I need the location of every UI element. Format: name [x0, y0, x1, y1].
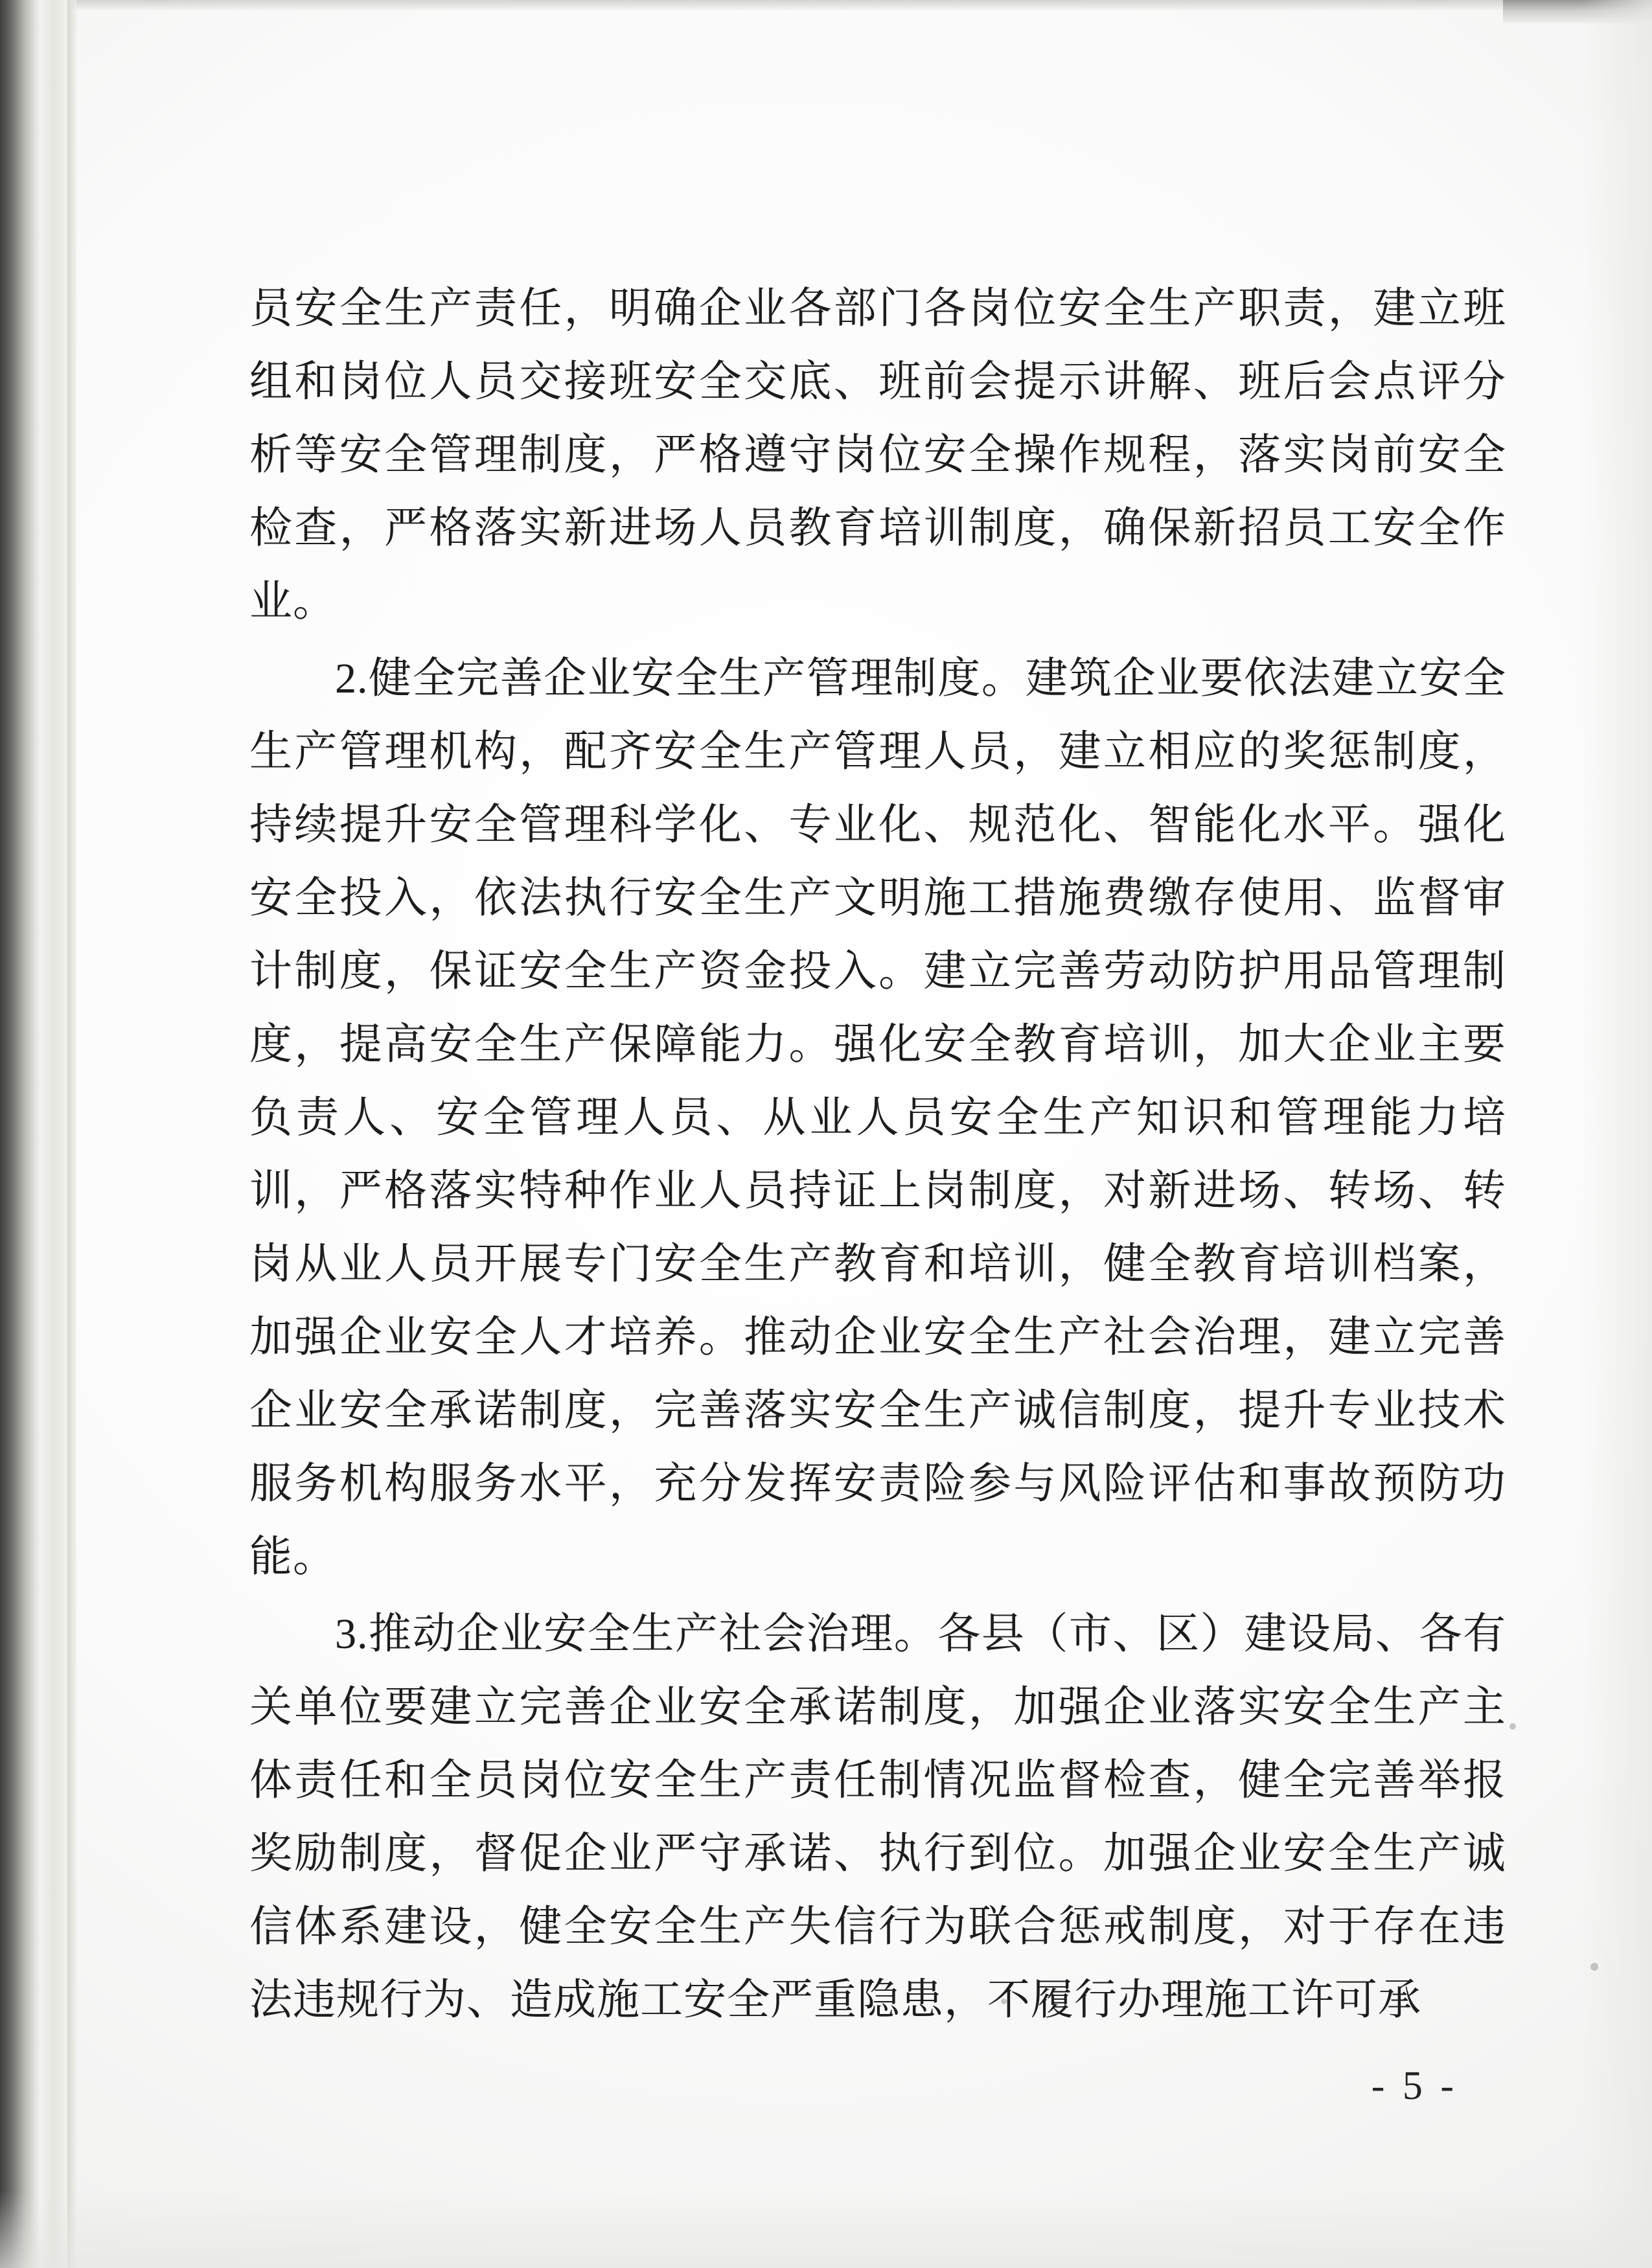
page-bottom-shadow — [0, 2190, 1652, 2268]
page-right-shadow — [1581, 0, 1652, 2268]
page-top-edge-shadow — [71, 0, 1652, 10]
page-left-binding-shadow — [0, 0, 40, 2268]
document-body — [249, 272, 1506, 2041]
paragraph-item-2: 2.健全完善企业安全生产管理制度。建筑企业要依法建立安全生产管理机构，配齐安全生产管理人员，建立相应的奖惩制度，持续提升安全管理科学化、专业化、规范化、智能化水平。强化安全投入，依法执行安全生产文明施工措施费缴存使用、监督审计制度，保证安全生产资金投入。建立完善劳动防护用品管理制度，提高安全生产保障能力。强化安全教育培训，加大企业主要负责人、安全管理人员、从业人员安全生产知识和管理能力培训，严格落实特种作业人员持证上岗制度，对新进场、转场、转岗从业人员开展专门安全生产教育和培训，健全教育培训档案，加强企业安全人才培养。推动企业安全生产社会治理，建立完善企业安全承诺制度，完善落实安全生产诚信制度，提升专业技术服务机构服务水平，充分发挥安责险参与风险评估和事故预防功能。 — [249, 655, 1506, 1581]
page-number: - 5 - — [1371, 2064, 1458, 2108]
paragraph-item-3: 3.推动企业安全生产社会治理。各县（市、区）建设局、各有关单位要建立完善企业安全承诺制度，加强企业落实安全生产主体责任和全员岗位安全生产责任制情况监督检查，健全完善举报奖励制度，督促企业严守承诺、执行到位。加强企业安全生产诚信体系建设，健全安全生产失信行为联合惩戒制度，对于存在违法违规行为、造成施工安全严重隐患，不履行办理施工许可承 — [249, 1610, 1506, 2024]
paragraph-continued: 员安全生产责任，明确企业各部门各岗位安全生产职责，建立班组和岗位人员交接班安全交底、班前会提示讲解、班后会点评分析等安全管理制度，严格遵守岗位安全操作规程，落实岗前安全检查，严格落实新进场人员教育培训制度，确保新招员工安全作业。 — [249, 285, 1506, 625]
page-left-fold-crease — [67, 0, 76, 2268]
paper-speck — [1590, 1963, 1598, 1971]
paper-speck — [1509, 1723, 1516, 1730]
